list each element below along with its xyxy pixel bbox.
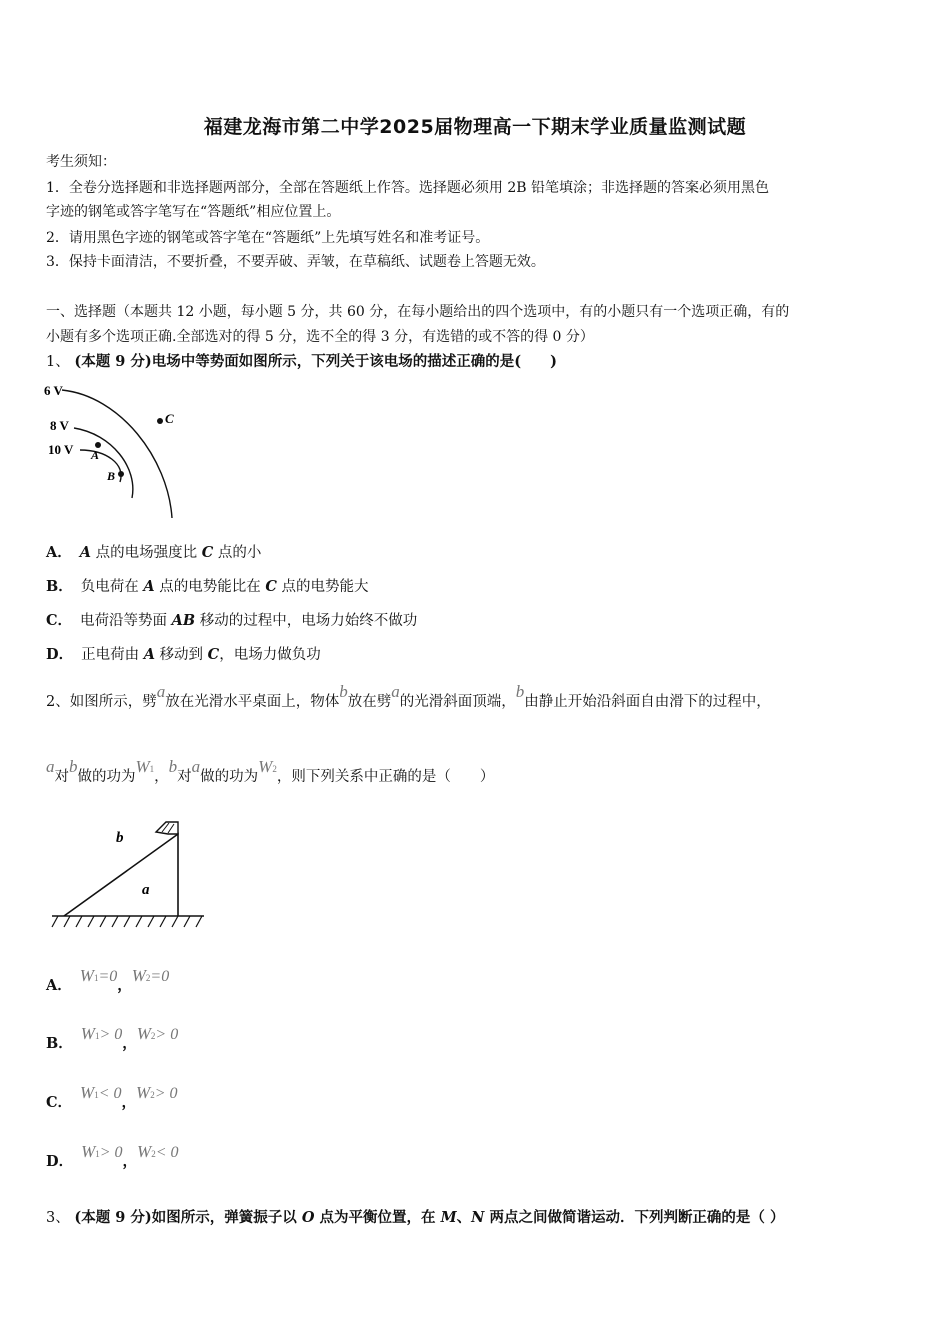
notice-item-1-line-2: 字迹的钢笔或答字笔写在“答题纸”相应位置上。 bbox=[46, 204, 341, 220]
option-w1 bbox=[81, 1024, 122, 1043]
incline-figure bbox=[44, 812, 214, 934]
w-subscript: 1 bbox=[95, 1149, 100, 1159]
stem-text: 由静止开始沿斜面自由滑下的过程中， bbox=[524, 694, 771, 710]
label-8v: 8 V bbox=[50, 418, 69, 433]
option-text: 电荷沿等势面 bbox=[80, 613, 172, 629]
stem-italic: M bbox=[440, 1209, 457, 1226]
relation: > 0 bbox=[154, 1085, 178, 1102]
w-subscript: 1 bbox=[94, 1090, 99, 1100]
question-2-stem-line-2 bbox=[46, 757, 495, 789]
relation: > 0 bbox=[99, 1144, 123, 1161]
question-3-number: 3、 bbox=[46, 1210, 70, 1226]
equipotential-line-6v bbox=[62, 390, 172, 518]
var-a: a bbox=[391, 682, 400, 701]
option-w1 bbox=[81, 1142, 122, 1161]
question-2-option-d[interactable]: D．W1> 0，W2< 0 bbox=[46, 1142, 179, 1170]
w-subscript: 2 bbox=[145, 973, 151, 983]
option-text: 负电荷在 bbox=[80, 579, 144, 595]
option-label: B． bbox=[46, 1035, 73, 1052]
w-symbol: W bbox=[136, 1083, 151, 1102]
var-a: a bbox=[191, 757, 201, 776]
stem-text: 如图所示，劈 bbox=[69, 694, 157, 710]
option-text: 点的电场强度比 bbox=[91, 545, 202, 561]
var-b: b bbox=[339, 682, 348, 701]
var-b: b bbox=[69, 757, 78, 776]
w-symbol: W bbox=[137, 1142, 152, 1161]
option-italic: C bbox=[265, 578, 277, 595]
ground-hatching bbox=[52, 916, 202, 927]
question-1-option-c[interactable] bbox=[46, 610, 417, 632]
label-point-c: C bbox=[165, 411, 174, 426]
w-symbol: W bbox=[80, 1024, 95, 1043]
option-italic: C bbox=[207, 646, 220, 663]
question-1-text: 电场中等势面如图所示，下列关于该电场的描述正确的是( ) bbox=[151, 353, 557, 370]
w-subscript: 1 bbox=[149, 764, 155, 774]
option-text: ，电场力做负功 bbox=[219, 647, 321, 663]
option-text: 点的小 bbox=[213, 545, 262, 561]
label-a: a bbox=[142, 882, 150, 898]
question-1-number: 1、 bbox=[46, 354, 70, 370]
w-symbol: W bbox=[258, 757, 273, 776]
option-label: D． bbox=[46, 1153, 74, 1170]
option-w1 bbox=[80, 966, 117, 985]
w-subscript: 2 bbox=[151, 1149, 156, 1159]
section-instructions-line-2: 小题有多个选项正确.全部选对的得 5 分，选不全的得 3 分，有选错的或不答的得 0 分） bbox=[46, 329, 594, 345]
stem-text: ，则下列关系中正确的是（ ） bbox=[276, 769, 495, 785]
option-text: 正电荷由 bbox=[81, 647, 144, 663]
var-a: a bbox=[156, 682, 166, 701]
w-subscript: 2 bbox=[272, 764, 277, 774]
stem-italic: O bbox=[301, 1209, 315, 1226]
option-w2 bbox=[132, 966, 169, 985]
var-b: b bbox=[168, 757, 178, 776]
question-2-option-a[interactable]: A．W1=0，W2=0 bbox=[46, 966, 170, 994]
option-label: B． bbox=[46, 578, 73, 595]
equipotential-line-8v bbox=[74, 428, 133, 498]
stem-text: 的光滑斜面顶端， bbox=[399, 694, 516, 710]
stem-text: 放在劈 bbox=[347, 694, 392, 710]
page-title: 福建龙海市第二中学2025届物理高一下期末学业质量监测试题 bbox=[203, 116, 747, 138]
w-symbol: W bbox=[81, 1142, 96, 1161]
w-subscript: 1 bbox=[94, 1031, 100, 1041]
option-label: A． bbox=[46, 977, 72, 994]
question-3-score: (本题 9 分) bbox=[74, 1209, 152, 1226]
question-2-option-b[interactable]: B．W1> 0，W2> 0 bbox=[46, 1024, 179, 1052]
notice-item-1-line-1: 1．全卷分选择题和非选择题两部分，全部在答题纸上作答。选择题必须用 2B 铅笔填涂；非选择题的答案必须用黑色 bbox=[46, 180, 769, 196]
notice-heading: 考生须知： bbox=[46, 154, 116, 170]
option-text: 点的电势能比在 bbox=[154, 579, 266, 595]
option-w1 bbox=[80, 1083, 121, 1102]
var-w1 bbox=[136, 757, 155, 776]
question-2-stem-line-1 bbox=[46, 682, 771, 713]
stem-text: 点为平衡位置，在 bbox=[314, 1209, 441, 1226]
equipotential-figure bbox=[40, 378, 200, 528]
option-w2 bbox=[137, 1024, 178, 1043]
option-w2 bbox=[137, 1142, 178, 1161]
notice-item-2: 2．请用黑色字迹的钢笔或答字笔在“答题纸”上先填写姓名和准考证号。 bbox=[46, 230, 490, 246]
stem-text: 两点之间做简谐运动．下列判断正确的是（ ） bbox=[484, 1209, 785, 1226]
wedge-a bbox=[64, 834, 178, 916]
stem-text: 如图所示，弹簧振子以 bbox=[151, 1209, 302, 1226]
section-instructions-line-1: 一、选择题（本题共 12 小题，每小题 5 分，共 60 分，在每小题给出的四个选项中，有的小题只有一个选项正确，有的 bbox=[46, 304, 790, 320]
relation: > 0 bbox=[99, 1026, 123, 1043]
label-point-a: A bbox=[91, 448, 100, 462]
question-2-option-c[interactable]: C．W1< 0，W2> 0 bbox=[46, 1083, 178, 1111]
option-label: A． bbox=[46, 544, 72, 561]
question-1-option-d[interactable] bbox=[46, 644, 321, 666]
stem-italic: N bbox=[471, 1209, 485, 1226]
block-b bbox=[156, 822, 178, 834]
option-text: 移动的过程中，电场力始终不做功 bbox=[195, 613, 418, 629]
question-1-score: (本题 9 分) bbox=[74, 353, 152, 370]
relation: =0 bbox=[150, 968, 170, 985]
w-subscript: 1 bbox=[93, 973, 99, 983]
option-italic: AB bbox=[171, 612, 196, 629]
stem-text: 做的功为 bbox=[77, 769, 136, 785]
question-1-option-b[interactable] bbox=[46, 576, 369, 598]
stem-text: 放在光滑水平桌面上，物体 bbox=[165, 694, 340, 710]
option-text: 移动到 bbox=[154, 647, 208, 663]
option-italic: A bbox=[143, 578, 155, 595]
option-text: 点的电势能大 bbox=[276, 579, 369, 595]
question-3-stem bbox=[46, 1207, 785, 1229]
w-subscript: 2 bbox=[150, 1031, 156, 1041]
w-symbol: W bbox=[131, 966, 146, 985]
option-italic: C bbox=[201, 544, 214, 561]
relation: =0 bbox=[98, 968, 118, 985]
point-c-dot bbox=[157, 418, 163, 424]
relation: < 0 bbox=[98, 1085, 122, 1102]
notice-item-3: 3．保持卡面清洁，不要折叠，不要弄破、弄皱，在草稿纸、试题卷上答题无效。 bbox=[46, 254, 545, 270]
var-a: a bbox=[46, 757, 55, 776]
option-label: C． bbox=[46, 1094, 73, 1111]
option-w2 bbox=[136, 1083, 177, 1102]
label-10v: 10 V bbox=[48, 442, 74, 457]
w-symbol: W bbox=[79, 966, 94, 985]
stem-text: 做的功为 bbox=[200, 769, 259, 785]
option-italic: A bbox=[79, 544, 92, 561]
w-subscript: 2 bbox=[150, 1090, 155, 1100]
var-w2 bbox=[258, 757, 277, 776]
point-b-dot bbox=[118, 471, 124, 477]
label-b: b bbox=[116, 830, 124, 846]
relation: > 0 bbox=[155, 1026, 179, 1043]
w-symbol: W bbox=[80, 1083, 95, 1102]
w-symbol: W bbox=[135, 757, 150, 776]
var-b: b bbox=[515, 682, 525, 701]
question-1-option-a[interactable] bbox=[46, 542, 261, 564]
stem-text: 对 bbox=[54, 769, 69, 785]
option-italic: A bbox=[143, 646, 155, 663]
relation: < 0 bbox=[155, 1144, 179, 1161]
question-2-number: 2、 bbox=[46, 694, 70, 710]
stem-text: 、 bbox=[456, 1209, 472, 1226]
option-label: C． bbox=[46, 612, 73, 629]
question-1-stem bbox=[46, 351, 557, 373]
w-symbol: W bbox=[136, 1024, 151, 1043]
label-point-b: B bbox=[107, 469, 116, 483]
stem-text: ， bbox=[154, 769, 169, 785]
label-6v: 6 V bbox=[44, 383, 63, 398]
option-label: D． bbox=[46, 646, 74, 663]
stem-text: 对 bbox=[177, 769, 192, 785]
